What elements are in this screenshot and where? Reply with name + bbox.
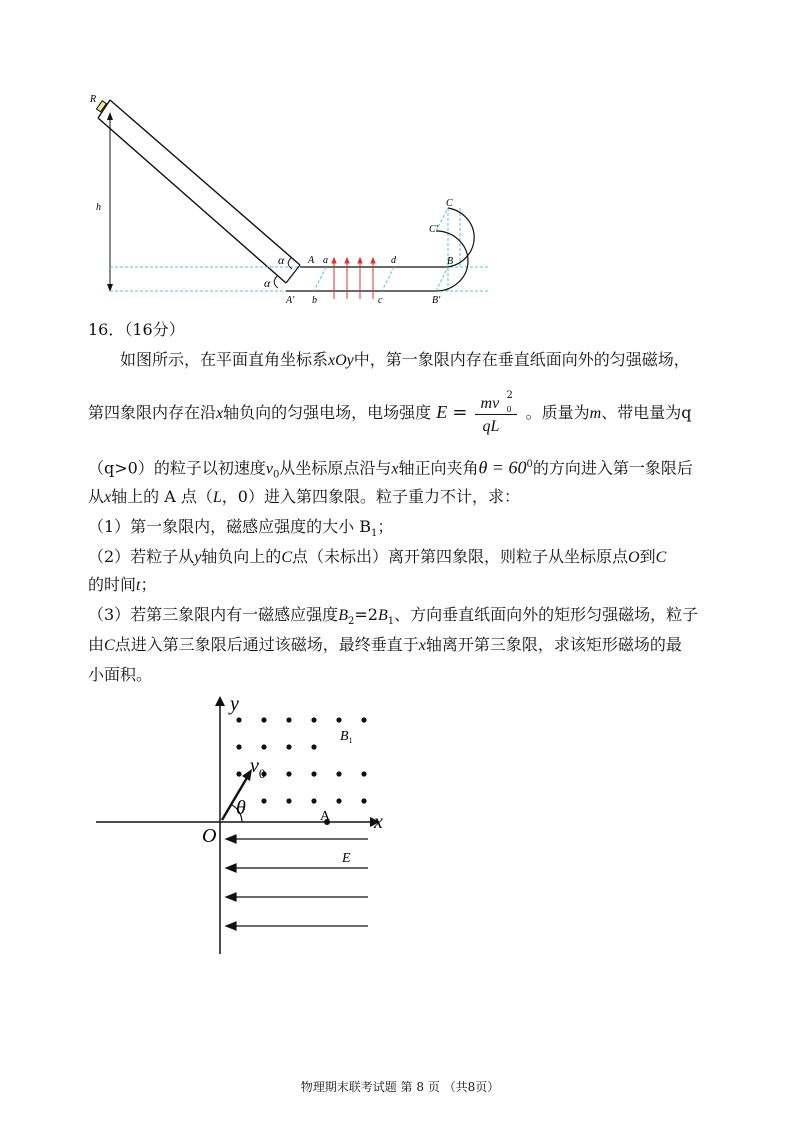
question-1: （1）第一象限内，磁感应强度的大小 $B_1$；	[88, 517, 394, 540]
label-C-prime: C'	[429, 224, 438, 235]
field-B1-label: $B_1$	[340, 729, 353, 745]
origin-label: O	[202, 825, 217, 847]
label-B-prime: B'	[432, 295, 441, 306]
label-d: d	[391, 255, 396, 266]
question-2-line-2: 的时间t；	[88, 575, 157, 594]
field-arrows	[332, 258, 375, 299]
question-3-line-1: （3）若第三象限内有一磁感应强度$B_2=2B_1$、方向垂直纸面向外的矩形匀强磁场，粒子	[88, 605, 699, 628]
problem-line-3: （q>0）的粒子以初速度$v_0$从坐标原点沿与x轴正向夹角$\theta = 60^0$的方向进入第一象限后	[88, 457, 693, 481]
boundary-ab	[314, 267, 326, 291]
theta-label: θ	[236, 797, 246, 819]
problem-line-1: 如图所示，在平面直角坐标系xOy中，第一象限内存在垂直纸面向外的匀强磁场，	[120, 350, 690, 369]
equation-fraction: mv 2 0 qL	[473, 392, 521, 436]
label-b: b	[312, 295, 317, 306]
field-E-label: E	[342, 851, 351, 866]
connector-B-Bprime	[436, 267, 448, 291]
equation-E: E	[436, 402, 448, 422]
label-C: C	[446, 198, 453, 209]
question-3-line-2: 由C点进入第三象限后通过该磁场，最终垂直于x轴离开第三象限，求该矩形磁场的最	[88, 635, 682, 654]
y-axis-arrowhead	[215, 696, 225, 706]
height-arrow-top-head	[107, 112, 113, 120]
angle-mark-lower	[274, 276, 278, 288]
electric-field-arrows	[226, 835, 368, 930]
question-3-line-3: 小面积。	[88, 665, 153, 684]
question-2-line-1: （2）若粒子从y轴负向上的C点（未标出）离开第四象限，则粒子从坐标原点O到C	[88, 547, 667, 566]
velocity-label: $v_0$	[250, 755, 266, 781]
label-A-prime: A'	[286, 295, 295, 306]
y-axis-label: y	[230, 693, 239, 715]
incline-upper-rail	[110, 100, 300, 265]
page-footer: 物理期末联考试题 第 8 页 （共8页）	[300, 1080, 500, 1094]
boundary-dc	[382, 267, 394, 291]
label-alpha-lower: α	[264, 276, 271, 290]
label-c: c	[378, 295, 383, 306]
label-alpha-upper: α	[278, 253, 285, 267]
joint-link	[286, 265, 300, 283]
incline-figure	[86, 88, 506, 308]
incline-lower-rail	[98, 118, 286, 283]
label-R: R	[90, 94, 97, 105]
label-A: A	[308, 255, 315, 266]
resistor-icon	[96, 101, 106, 112]
label-B: B	[447, 256, 454, 267]
label-h: h	[96, 202, 101, 213]
problem-line-4: 从x轴上的 A 点（L，0）进入第四象限。粒子重力不计，求：	[88, 487, 520, 506]
problem-number: 16．（16分）	[88, 320, 185, 339]
problem-line-2: 第四象限内存在沿x轴负向的匀强电场，电场强度 E = mv 2 0 qL 。质量为m、带电量为q	[88, 389, 692, 435]
coordinate-figure	[90, 690, 400, 960]
x-axis-label: x	[374, 811, 383, 833]
label-a: a	[323, 255, 328, 266]
point-A-label: A	[320, 809, 331, 824]
